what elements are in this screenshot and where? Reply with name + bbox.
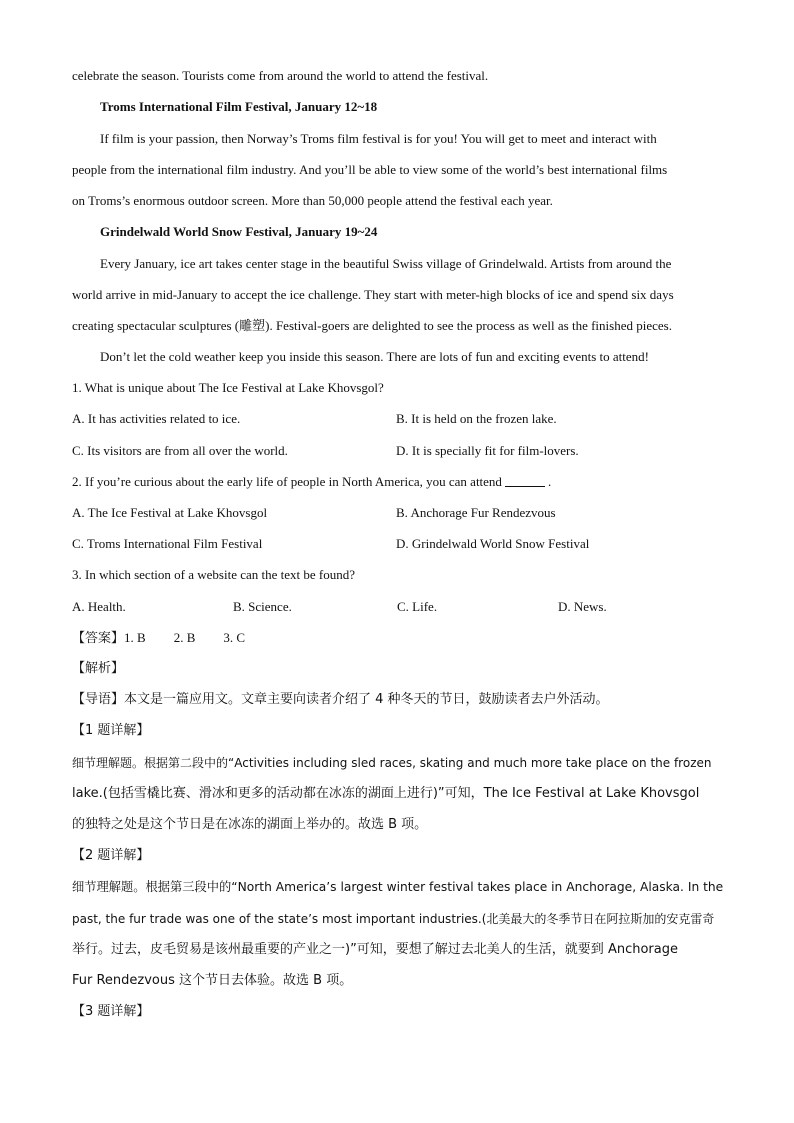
- answer-item: 1. B: [124, 630, 146, 645]
- question-3-stem: 3. In which section of a website can the text be found?: [72, 567, 356, 582]
- question-3-option-c: C. Life.: [397, 599, 438, 614]
- question-2-option-b: B. Anchorage Fur Rendezvous: [396, 505, 556, 520]
- question-2-stem: [72, 474, 551, 490]
- paragraph-line: If film is your passion, then Norway’s Troms film festival is for you! You will get to meet and interact with: [100, 131, 657, 146]
- closing-paragraph: Don’t let the cold weather keep you inside this season. There are lots of fun and exciting events to attend!: [100, 349, 649, 364]
- question-2-option-d: D. Grindelwald World Snow Festival: [396, 536, 590, 551]
- question-1-option-c: C. Its visitors are from all over the world.: [72, 443, 288, 458]
- answer-label: 【答案】: [72, 631, 125, 646]
- question-1-stem: 1. What is unique about The Ice Festival at Lake Khovsgol?: [72, 380, 384, 395]
- paragraph-end: celebrate the season. Tourists come from around the world to attend the festival.: [72, 68, 489, 83]
- question-2-option-c: C. Troms International Film Festival: [72, 536, 263, 551]
- question-3-option-d: D. News.: [558, 599, 607, 614]
- q1-detail-title: 【1 题详解】: [72, 723, 150, 738]
- q3-detail-title: 【3 题详解】: [72, 1004, 150, 1019]
- paragraph-line: people from the international film industry. And you’ll be able to view some of the world’s best international films: [72, 162, 668, 177]
- answer-line: [72, 630, 245, 647]
- paragraph-line: on Troms’s enormous outdoor screen. More than 50,000 people attend the festival each year.: [72, 193, 553, 208]
- q1-detail-line: lake.(包括雪橇比赛、滑冰和更多的活动都在冰冻的湖面上进行)”可知，The Ice Festival at Lake Khovsgol: [72, 786, 700, 801]
- q2-detail-line: 细节理解题。根据第三段中的“North America’s largest winter festival takes place in Anchorage, Alaska. In the: [72, 880, 724, 894]
- q2-detail-line: Fur Rendezvous 这个节日去体验。故选 B 项。: [72, 973, 353, 988]
- answer-item: 2. B: [173, 630, 196, 645]
- question-3-option-a: A. Health.: [72, 599, 126, 614]
- analysis-label: 【解析】: [72, 661, 125, 676]
- q1-detail-line: 的独特之处是这个节日是在冰冻的湖面上举办的。故选 B 项。: [72, 817, 428, 832]
- answer-item: 3. C: [223, 630, 246, 645]
- guide-text: 【导语】本文是一篇应用文。文章主要向读者介绍了 4 种冬天的节日，鼓励读者去户外活动。: [72, 692, 609, 707]
- question-1-option-a: A. It has activities related to ice.: [72, 411, 241, 426]
- question-2-stem-text: 2. If you’re curious about the early life of people in North America, you can attend: [72, 474, 502, 489]
- paragraph-line: creating spectacular sculptures (雕塑). Festival-goers are delighted to see the process as well as the finished pieces.: [72, 318, 672, 333]
- answer-blank: [505, 474, 545, 487]
- q2-detail-line: 举行。过去，皮毛贸易是该州最重要的产业之一)”可知，要想了解过去北美人的生活，就要到 Anchorage: [72, 942, 678, 957]
- section-heading-troms: Troms International Film Festival, January 12~18: [100, 99, 378, 114]
- question-2-stem-end: .: [547, 474, 552, 489]
- q1-detail-line: 细节理解题。根据第二段中的“Activities including sled races, skating and much more take place on the frozen: [72, 756, 712, 770]
- question-3-option-b: B. Science.: [233, 599, 292, 614]
- q2-detail-line: past, the fur trade was one of the state’s most important industries.(北美最大的冬季节日在阿拉斯加的安克雷奇: [72, 912, 715, 926]
- question-2-option-a: A. The Ice Festival at Lake Khovsgol: [72, 505, 268, 520]
- section-heading-grindelwald: Grindelwald World Snow Festival, January 19~24: [100, 224, 378, 239]
- paragraph-line: Every January, ice art takes center stage in the beautiful Swiss village of Grindelwald. Artists from around the: [100, 256, 672, 271]
- question-1-option-b: B. It is held on the frozen lake.: [396, 411, 557, 426]
- question-1-option-d: D. It is specially fit for film-lovers.: [396, 443, 579, 458]
- q2-detail-title: 【2 题详解】: [72, 848, 150, 863]
- paragraph-line: world arrive in mid-January to accept the ice challenge. They start with meter-high blocks of ice and spend six days: [72, 287, 674, 302]
